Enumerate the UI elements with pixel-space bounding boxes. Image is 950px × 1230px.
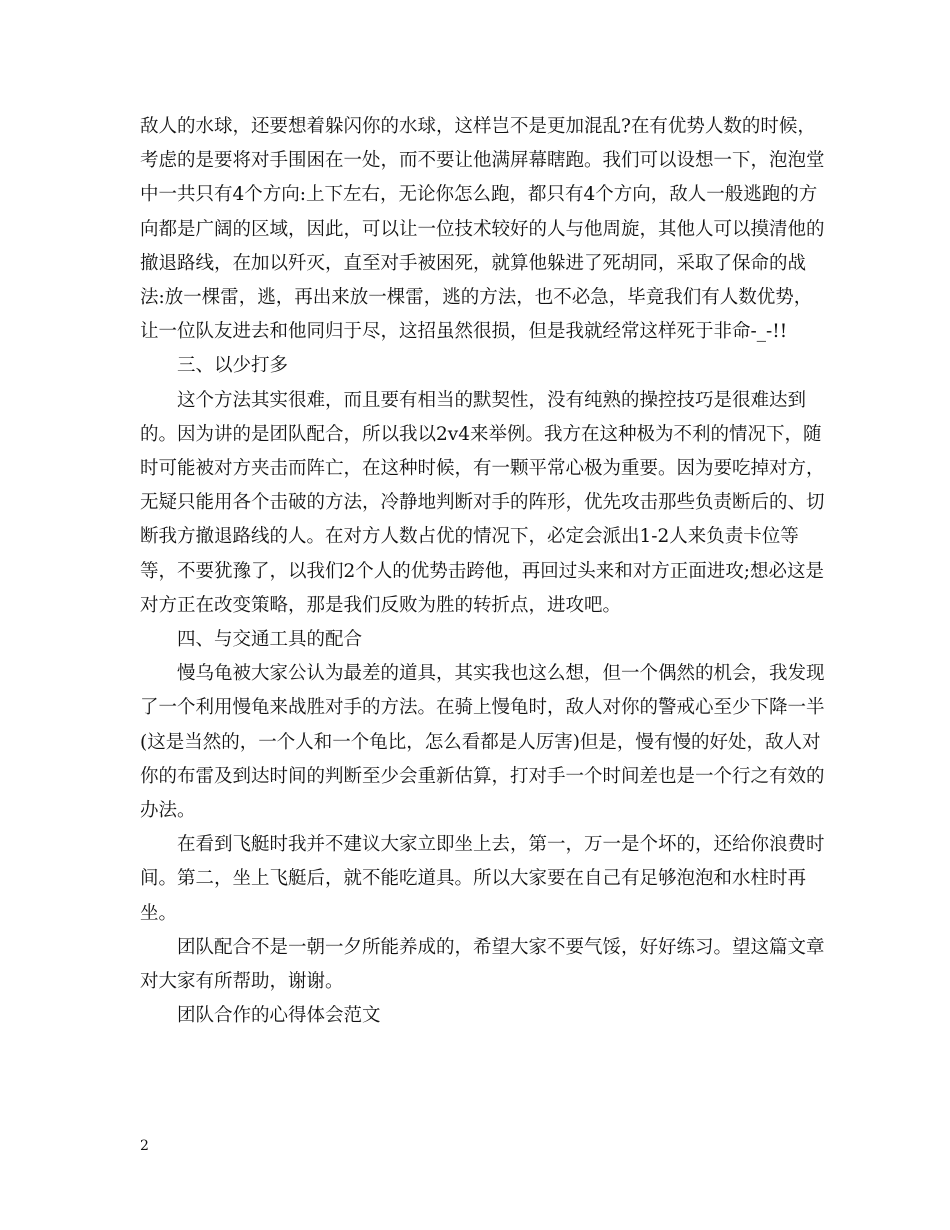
paragraph-4: 在看到飞艇时我并不建议大家立即坐上去，第一，万一是个坏的，还给你浪费时间。第二，坐上飞艇后，就不能吃道具。所以大家要在自己有足够泡泡和水柱时再坐。 <box>140 834 825 924</box>
page-number: 2 <box>140 1138 149 1154</box>
paragraph-1: 敌人的水球，还要想着躲闪你的水球，这样岂不是更加混乱?在有优势人数的时候，考虑的是要将对手围困在一处，而不要让他满屏幕瞎跑。我们可以设想一下，泡泡堂中一共只有4个方向:上下左右，无论你怎么跑，都只有4个方向，敌人一般逃跑的方向都是广阔的区域，因此，可以让一位技术较好的人与他周旋，其他人可以摸清他的撤退路线，在加以歼灭，直至对手被困死，就算他躲进了死胡同，采取了保命的战法:放一棵雷，逃，再出来放一棵雷，逃的方法，也不必急，毕竟我们有人数优势，让一位队友进去和他同归于尽，这招虽然很损，但是我就经常这样死于非命-_-!! <box>140 116 825 343</box>
section-heading-3: 三、以少打多 <box>177 355 289 377</box>
section-heading-4: 四、与交通工具的配合 <box>177 629 363 651</box>
paragraph-5: 团队配合不是一朝一夕所能养成的，希望大家不要气馁，好好练习。望这篇文章对大家有所帮助，谢谢。 <box>140 936 825 993</box>
paragraph-3: 慢乌龟被大家公认为最差的道具，其实我也这么想，但一个偶然的机会，我发现了一个利用慢龟来战胜对手的方法。在骑上慢龟时，敌人对你的警戒心至少下降一半(这是当然的，一个人和一个龟比，怎么看都是人厉害)但是，慢有慢的好处，敌人对你的布雷及到达时间的判断至少会重新估算，打对手一个时间差也是一个行之有效的办法。 <box>140 663 825 822</box>
document-body <box>140 110 830 1033</box>
paragraph-2: 这个方法其实很难，而且要有相当的默契性，没有纯熟的操控技巧是很难达到的。因为讲的是团队配合，所以我以2v4来举例。我方在这种极为不利的情况下，随时可能被对方夹击而阵亡，在这种时候，有一颗平常心极为重要。因为要吃掉对方，无疑只能用各个击破的方法，冷静地判断对手的阵形，优先攻击那些负责断后的、切断我方撤退路线的人。在对方人数占优的情况下，必定会派出1-2人来负责卡位等等，不要犹豫了，以我们2个人的优势击跨他，再回过头来和对方正面进攻;想必这是对方正在改变策略，那是我们反败为胜的转折点，进攻吧。 <box>140 389 825 616</box>
next-article-title: 团队合作的心得体会范文 <box>177 1005 381 1027</box>
